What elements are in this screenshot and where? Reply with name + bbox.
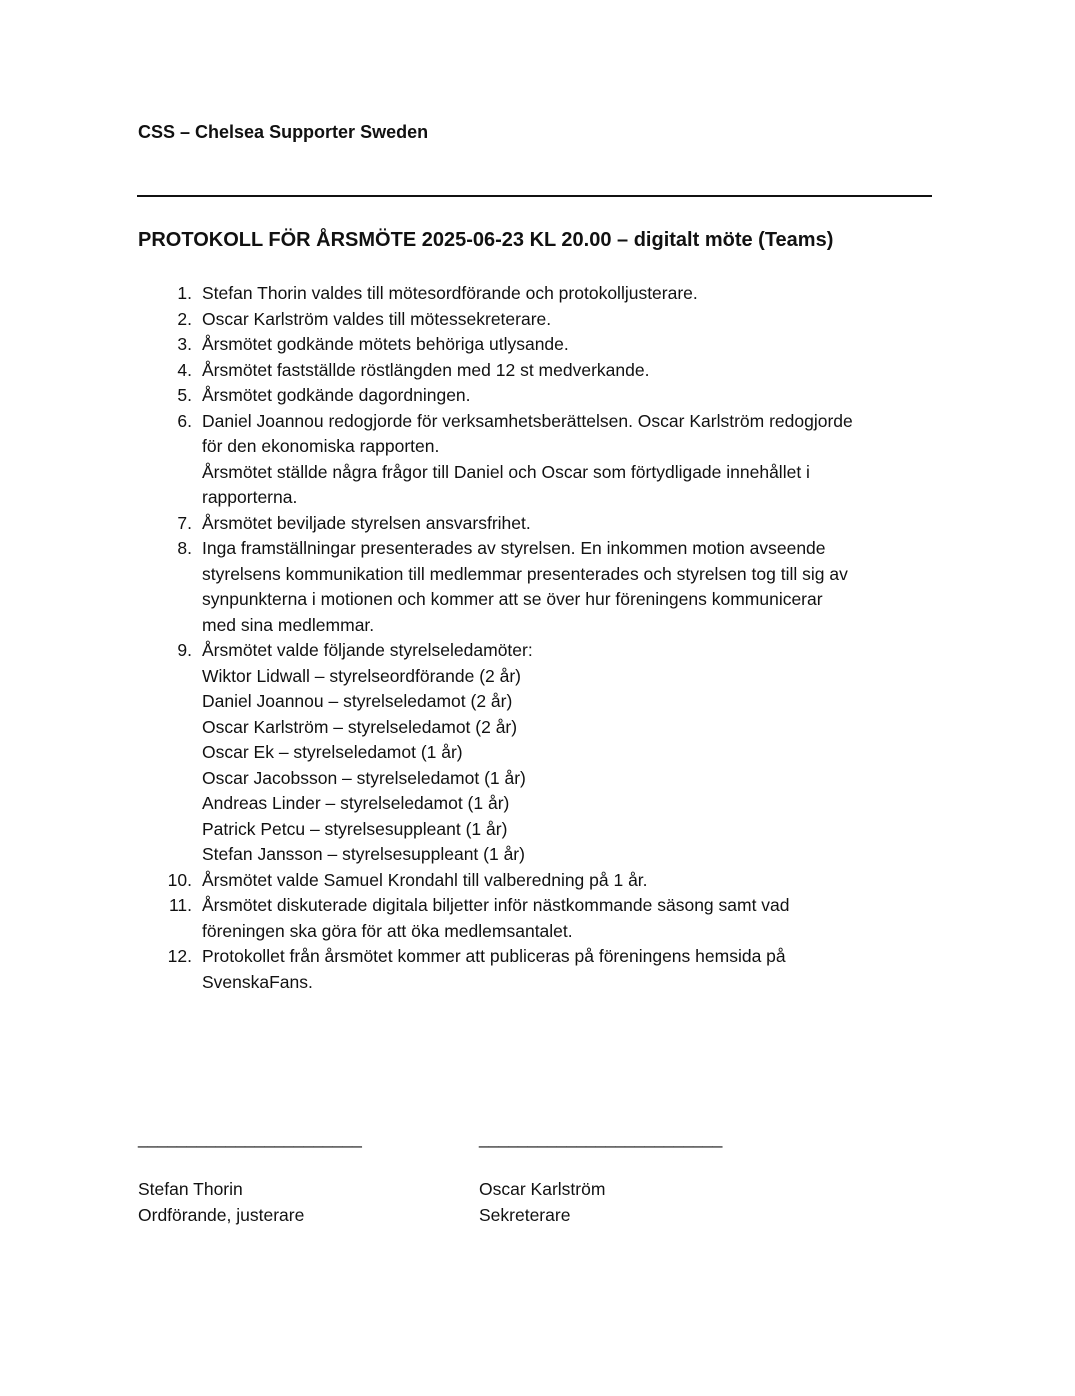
agenda-item-line: Årsmötet valde Samuel Krondahl till valberedning på 1 år.	[202, 869, 648, 890]
agenda-item	[0, 281, 1075, 307]
agenda-item-line: synpunkterna i motionen och kommer att se över hur föreningens kommunicerar	[202, 589, 823, 609]
document-title: PROTOKOLL FÖR ÅRSMÖTE 2025-06-23 KL 20.00 – digitalt möte (Teams)	[138, 229, 834, 251]
signatory-name: Stefan Thorin	[138, 1179, 243, 1199]
agenda-item-number: 7.	[177, 512, 192, 533]
agenda-item-text	[202, 307, 922, 333]
agenda-item-line: Inga framställningar presenterades av styrelsen. En inkommen motion avseende	[202, 538, 826, 558]
agenda-item-line: för den ekonomiska rapporten.	[202, 436, 440, 456]
signature-line: _______________________	[138, 1128, 362, 1148]
agenda-item	[0, 307, 1075, 333]
agenda-item	[0, 511, 1075, 537]
agenda-item-text	[202, 944, 922, 995]
agenda-item	[0, 536, 1075, 638]
agenda-item-line: Oscar Ek – styrelseledamot (1 år)	[202, 742, 463, 762]
agenda-item-text	[202, 893, 922, 944]
agenda-item-line: Årsmötet godkände mötets behöriga utlysande.	[202, 334, 569, 354]
agenda-item-line: med sina medlemmar.	[202, 614, 375, 635]
agenda-item-number: 2.	[177, 308, 192, 329]
agenda-item	[0, 893, 1075, 944]
agenda-item-text	[202, 511, 922, 537]
agenda-item-line: Årsmötet ställde några frågor till Daniel och Oscar som förtydligade innehållet i	[202, 461, 810, 482]
agenda-item-line: Protokollet från årsmötet kommer att publiceras på föreningens hemsida på	[202, 946, 786, 966]
agenda-item-line: Oscar Jacobsson – styrelseledamot (1 år)	[202, 767, 526, 788]
agenda-item-number: 9.	[177, 640, 192, 660]
agenda-item	[0, 409, 1075, 511]
agenda-item-number: 11.	[168, 895, 192, 915]
agenda-item-text	[202, 281, 922, 307]
signature-line: _________________________	[479, 1128, 723, 1148]
agenda-item-text	[202, 332, 922, 358]
agenda-item-line: Årsmötet fastställde röstlängden med 12 st medverkande.	[202, 359, 650, 380]
agenda-item-line: Stefan Thorin valdes till mötesordförande och protokolljusterare.	[202, 283, 698, 303]
agenda-item-text	[202, 409, 922, 511]
agenda-item	[0, 332, 1075, 358]
agenda-item-line: Årsmötet godkände dagordningen.	[202, 385, 471, 405]
agenda-item-text	[202, 638, 922, 868]
signatory-role: Sekreterare	[479, 1204, 571, 1225]
agenda-item-line: Andreas Linder – styrelseledamot (1 år)	[202, 793, 510, 813]
agenda-item-text	[202, 383, 922, 409]
agenda-item	[0, 868, 1075, 894]
agenda-item-line: Årsmötet diskuterade digitala biljetter inför nästkommande säsong samt vad	[202, 895, 790, 915]
agenda-item-line: föreningen ska göra för att öka medlemsantalet.	[202, 920, 573, 941]
agenda-item-line: styrelsens kommunikation till medlemmar presenterades och styrelsen tog till sig av	[202, 563, 848, 584]
agenda-items-list	[0, 281, 1075, 995]
agenda-item-number: 8.	[177, 538, 192, 558]
agenda-item-number: 10.	[167, 869, 192, 890]
agenda-item-line: Wiktor Lidwall – styrelseordförande (2 år)	[202, 665, 522, 686]
signatory-role: Ordförande, justerare	[138, 1204, 305, 1225]
agenda-item-number: 1.	[177, 283, 192, 303]
agenda-item-line: Årsmötet beviljade styrelsen ansvarsfrihet.	[202, 512, 531, 533]
agenda-item-line: Patrick Petcu – styrelsesuppleant (1 år)	[202, 818, 508, 839]
agenda-item-text	[202, 536, 922, 638]
header-divider	[137, 195, 932, 197]
signature-block-secretary	[479, 1126, 722, 1228]
agenda-item-line: rapporterna.	[202, 487, 298, 507]
agenda-item-line: Årsmötet valde följande styrelseledamöter:	[202, 640, 533, 660]
agenda-item-line: Daniel Joannou – styrelseledamot (2 år)	[202, 691, 513, 711]
organization-header: CSS – Chelsea Supporter Sweden	[138, 122, 429, 142]
signatory-name: Oscar Karlström	[479, 1179, 606, 1199]
agenda-item-number: 5.	[177, 385, 192, 405]
agenda-item-line: SvenskaFans.	[202, 971, 313, 992]
agenda-item-line: Oscar Karlström valdes till mötessekreterare.	[202, 308, 552, 329]
agenda-item	[0, 383, 1075, 409]
signature-block-chair	[138, 1126, 362, 1228]
agenda-item-number: 3.	[177, 334, 192, 354]
agenda-item-number: 12.	[167, 946, 192, 966]
agenda-item-number: 4.	[177, 359, 192, 380]
agenda-item	[0, 944, 1075, 995]
agenda-item	[0, 638, 1075, 868]
agenda-item-text	[202, 358, 922, 384]
agenda-item-number: 6.	[177, 410, 192, 431]
agenda-item-line: Daniel Joannou redogjorde för verksamhetsberättelsen. Oscar Karlström redogjorde	[202, 410, 853, 431]
agenda-item	[0, 358, 1075, 384]
agenda-item-line: Stefan Jansson – styrelsesuppleant (1 år)	[202, 844, 525, 864]
agenda-item-text	[202, 868, 922, 894]
agenda-item-line: Oscar Karlström – styrelseledamot (2 år)	[202, 716, 518, 737]
